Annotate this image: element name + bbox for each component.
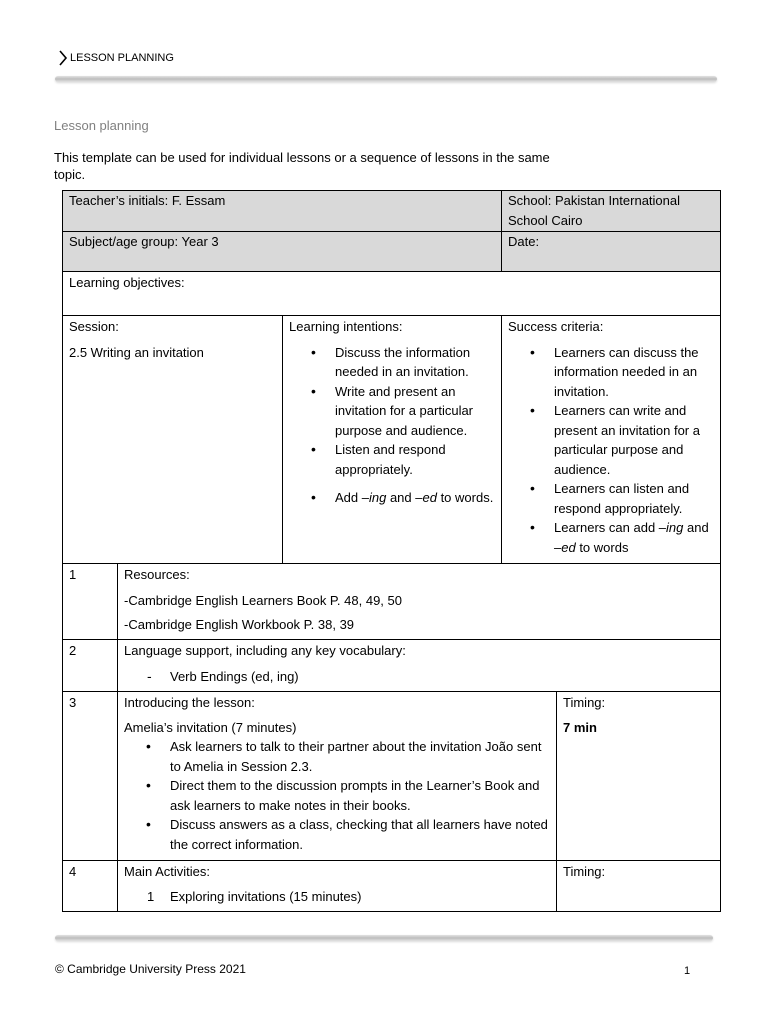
list-item: • Discuss the information needed in an invitation. [289, 343, 495, 382]
resources-cell [118, 564, 721, 640]
intentions-list [289, 343, 495, 508]
list-item: • Learners can discuss the information needed in an invitation. [508, 343, 714, 402]
school-cell [502, 191, 721, 232]
page-number: 1 [684, 965, 691, 977]
resource-line: -Cambridge English Learners Book P. 48, 49, 50 [124, 592, 402, 608]
school-name: School: Pakistan International School Cairo [508, 193, 680, 228]
copyright: © Cambridge University Press 2021 [55, 962, 246, 976]
footer-divider [55, 935, 713, 941]
session-value: 2.5 Writing an invitation [69, 344, 204, 360]
intentions-cell [283, 316, 502, 564]
lesson-plan-table [62, 190, 721, 912]
introducing-list [124, 737, 550, 854]
session-label: Session: [69, 319, 119, 334]
introducing-cell [118, 692, 557, 861]
intentions-label: Learning intentions: [289, 319, 403, 334]
row-number: 2 [63, 640, 118, 692]
running-header-label: LESSON PLANNING [70, 52, 174, 64]
main-activities-list [124, 887, 550, 907]
header-divider [55, 76, 717, 82]
subject-cell [63, 232, 502, 272]
language-support-cell [118, 640, 721, 692]
resource-line: -Cambridge English Workbook P. 38, 39 [124, 617, 355, 632]
success-cell [502, 316, 721, 564]
subject-age-group: Subject/age group: Year 3 [69, 234, 219, 249]
timing-label: Timing: [563, 864, 606, 879]
list-item: • Add –ing and –ed to words. [289, 488, 495, 508]
running-header [58, 50, 174, 66]
list-item: - Verb Endings (ed, ing) [124, 667, 714, 687]
main-activities-cell [118, 861, 557, 912]
timing-cell [557, 861, 721, 912]
success-list [508, 343, 714, 558]
list-item: • Ask learners to talk to their partner about the invitation João sent to Amelia in Session 2.3. [124, 737, 550, 776]
timing-value: 7 min [563, 719, 597, 735]
row-number: 1 [63, 564, 118, 640]
session-cell [63, 316, 283, 564]
intro-text: This template can be used for individual lessons or a sequence of lessons in the same topic. [54, 150, 550, 182]
row-number: 4 [63, 861, 118, 912]
language-support-label: Language support, including any key vocabulary: [124, 643, 406, 658]
vocabulary-list [124, 667, 714, 687]
timing-label: Timing: [563, 695, 606, 710]
chevron-right-icon [58, 50, 68, 66]
list-item: • Write and present an invitation for a particular purpose and audience. [289, 382, 495, 441]
resources-label: Resources: [124, 567, 190, 582]
list-item: • Discuss answers as a class, checking that all learners have noted the correct information. [124, 815, 550, 854]
objectives-label: Learning objectives: [69, 275, 185, 290]
teacher-cell [63, 191, 502, 232]
introducing-label: Introducing the lesson: [124, 695, 255, 710]
success-label: Success criteria: [508, 319, 604, 334]
list-item: • Listen and respond appropriately. [289, 440, 495, 479]
row-number: 3 [63, 692, 118, 861]
teacher-initials: Teacher’s initials: F. Essam [69, 193, 226, 208]
main-activities-label: Main Activities: [124, 864, 210, 879]
introducing-subtitle: Amelia’s invitation (7 minutes) [124, 719, 297, 735]
date-label: Date: [508, 234, 540, 249]
list-item: • Direct them to the discussion prompts in the Learner’s Book and ask learners to make notes in their books. [124, 776, 550, 815]
list-item: • Learners can add –ing and –ed to words [508, 518, 714, 557]
list-item: • Learners can write and present an invitation for a particular purpose and audience. [508, 401, 714, 479]
date-cell [502, 232, 721, 272]
list-item: 1 Exploring invitations (15 minutes) [124, 887, 550, 907]
list-item: • Learners can listen and respond appropriately. [508, 479, 714, 518]
timing-cell [557, 692, 721, 861]
page-title: Lesson planning [54, 118, 149, 133]
objectives-cell [63, 272, 721, 316]
